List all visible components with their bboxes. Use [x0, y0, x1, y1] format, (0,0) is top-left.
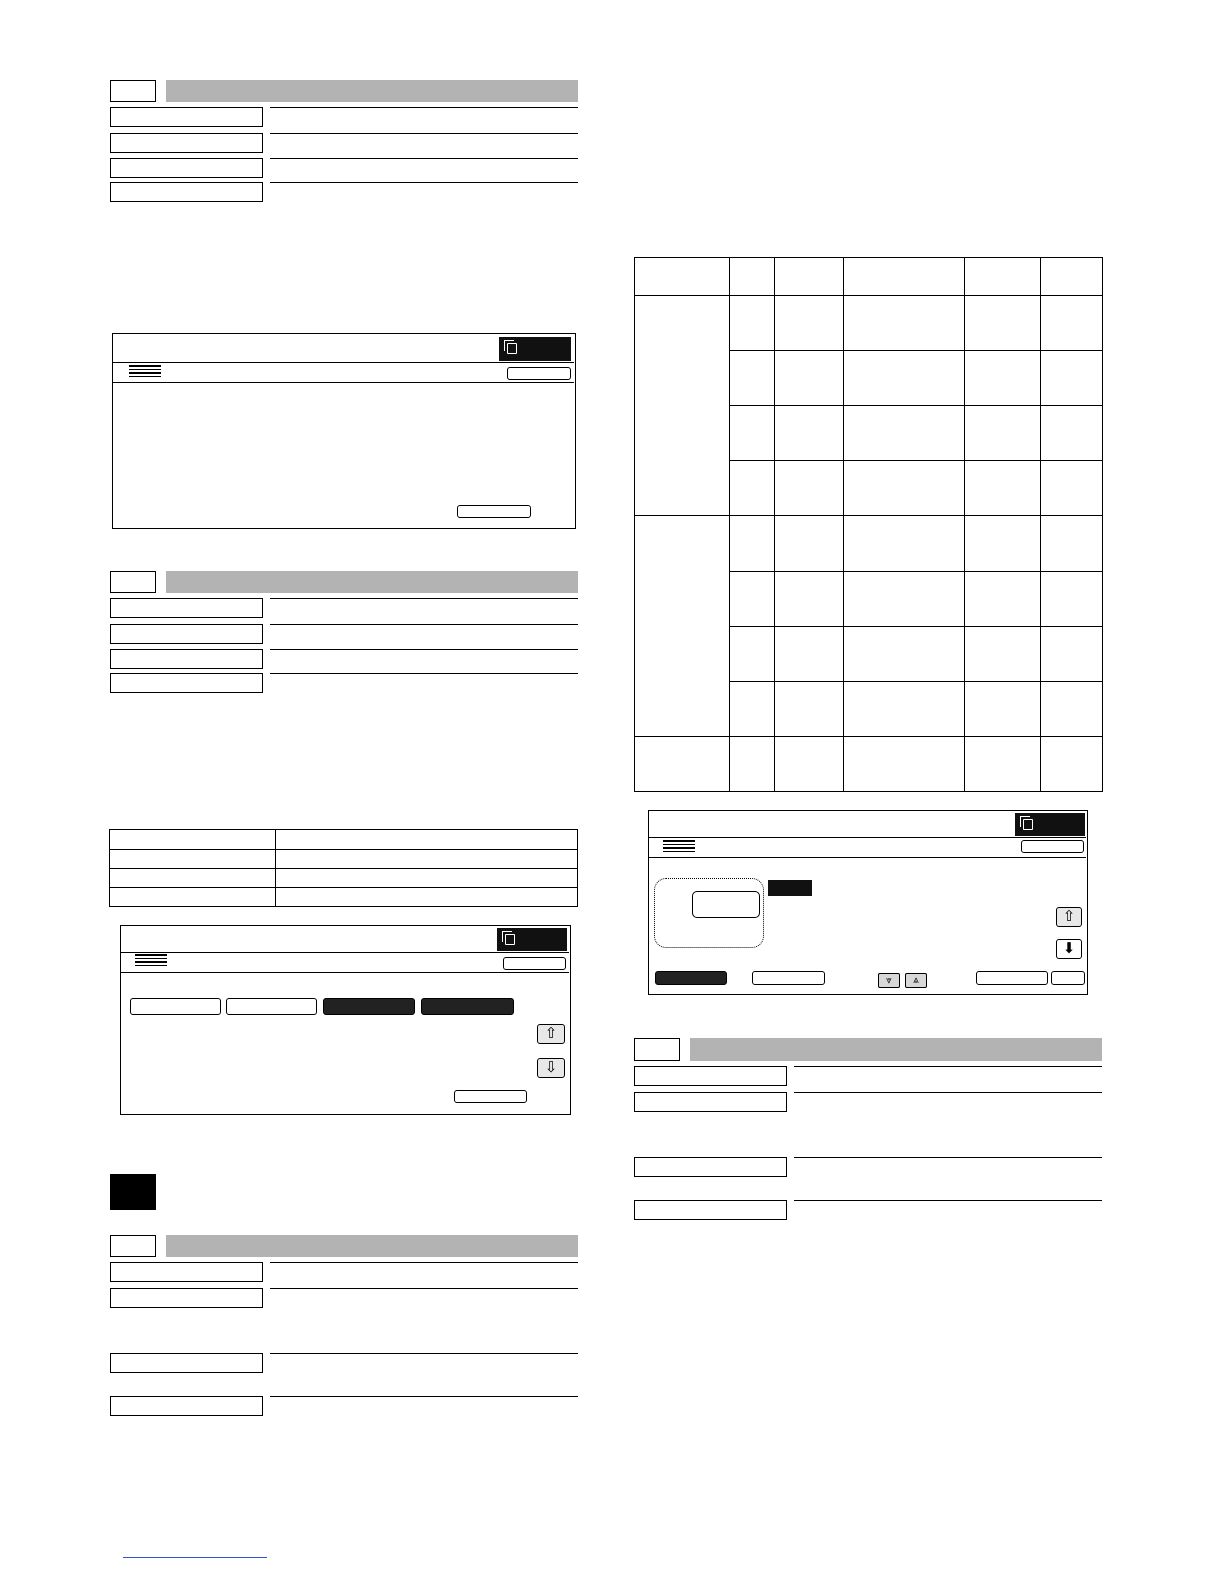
table-cell: [1041, 516, 1103, 572]
table-cell: [775, 296, 844, 351]
table-cell: [1041, 351, 1103, 406]
copy-mode-badge: [1015, 813, 1085, 836]
table-cell: [276, 869, 578, 888]
action-button[interactable]: [454, 1090, 527, 1103]
table-cell: [730, 296, 775, 351]
table-cell: [844, 296, 965, 351]
item-label-box: [110, 107, 263, 127]
table-cell: [730, 737, 775, 792]
table-cell: [730, 572, 775, 627]
table-cell: [1041, 296, 1103, 351]
item-label-box: [110, 598, 263, 618]
item-label-box: [634, 1066, 787, 1086]
table-cell: [110, 869, 276, 888]
table-header-cell: [965, 258, 1041, 296]
section-title-bar: [690, 1038, 1102, 1061]
table-cell: [775, 461, 844, 516]
header-divider: [121, 952, 569, 953]
table-cell: [110, 830, 276, 850]
table-cell: [1041, 406, 1103, 461]
table-cell: [965, 351, 1041, 406]
item-label-box: [110, 1262, 263, 1282]
header-divider: [649, 837, 1086, 838]
option-button-1[interactable]: [130, 998, 221, 1015]
section-number-box: [634, 1038, 680, 1061]
table-cell: [844, 516, 965, 572]
divider-rule: [270, 107, 578, 108]
bottom-button-4[interactable]: [1051, 971, 1085, 985]
screen-panel-3: [648, 810, 1088, 995]
table-cell: [276, 888, 578, 907]
up-arrow-icon[interactable]: ⇧: [537, 1024, 565, 1044]
table-cell: [276, 830, 578, 850]
divider-rule: [794, 1066, 1102, 1067]
item-label-box: [110, 158, 263, 178]
section-title-bar: [166, 571, 578, 593]
divider-rule: [270, 158, 578, 159]
table-cell: [965, 682, 1041, 737]
option-button-4-selected[interactable]: [421, 998, 514, 1015]
table-cell: [1041, 572, 1103, 627]
menu-lines-icon: [135, 954, 167, 968]
table-cell: [844, 627, 965, 682]
table-cell: [844, 351, 965, 406]
divider-rule: [270, 598, 578, 599]
copy-icon-front: [505, 934, 515, 945]
item-label-box: [110, 1396, 263, 1416]
table-header-cell: [775, 258, 844, 296]
table-cell: [965, 572, 1041, 627]
small-table: [109, 829, 578, 907]
table-cell: [1041, 682, 1103, 737]
table-cell: [1041, 627, 1103, 682]
up-arrow-icon[interactable]: ⇧: [1056, 907, 1082, 927]
table-group-cell: [635, 516, 730, 737]
menu-lines-icon: [663, 840, 695, 854]
table-cell: [775, 572, 844, 627]
table-cell: [110, 850, 276, 869]
down-arrow-icon[interactable]: ⇩: [537, 1058, 565, 1078]
item-label-box: [110, 649, 263, 669]
section-number-box: [110, 571, 156, 593]
table-cell: [775, 627, 844, 682]
bottom-button-2[interactable]: [752, 971, 825, 985]
header-divider: [649, 857, 1086, 858]
divider-rule: [270, 1396, 578, 1397]
item-label-box: [110, 673, 263, 693]
table-cell: [730, 406, 775, 461]
screen-panel-1: [112, 333, 576, 529]
table-cell: [730, 461, 775, 516]
chapter-marker: [110, 1174, 156, 1210]
divider-rule: [794, 1200, 1102, 1201]
header-divider: [121, 972, 569, 973]
divider-rule: [794, 1092, 1102, 1093]
divider-rule: [270, 649, 578, 650]
option-button-3-selected[interactable]: [323, 998, 415, 1015]
table-cell: [965, 461, 1041, 516]
table-group-cell: [635, 296, 730, 516]
table-cell: [1041, 737, 1103, 792]
table-cell: [844, 572, 965, 627]
table-cell: [965, 627, 1041, 682]
option-button-2[interactable]: [226, 998, 317, 1015]
divider-rule: [270, 182, 578, 183]
screen-panel-2: [120, 925, 571, 1115]
item-label-box: [110, 1353, 263, 1373]
bottom-button-1-selected[interactable]: [655, 971, 727, 985]
item-label-box: [110, 1288, 263, 1308]
divider-rule: [270, 624, 578, 625]
section-title-bar: [166, 1235, 578, 1257]
section-number-box: [110, 1235, 156, 1257]
table-cell: [775, 406, 844, 461]
table-cell: [844, 737, 965, 792]
item-label-box: [634, 1157, 787, 1177]
table-cell: [730, 627, 775, 682]
table-cell: [844, 406, 965, 461]
table-cell: [965, 296, 1041, 351]
copy-icon-front: [1023, 819, 1033, 830]
table-cell: [775, 682, 844, 737]
table-group-cell: [635, 737, 730, 792]
divider-rule: [270, 1288, 578, 1289]
table-header-cell: [730, 258, 775, 296]
copy-mode-badge: [497, 928, 567, 951]
table-cell: [775, 351, 844, 406]
section-title-bar: [166, 80, 578, 102]
item-label-box: [634, 1092, 787, 1112]
tab-button[interactable]: [1021, 840, 1084, 853]
header-divider: [113, 362, 574, 363]
section-number-box: [110, 80, 156, 102]
footer-link-underline[interactable]: [123, 1557, 267, 1558]
item-label-box: [110, 182, 263, 202]
table-cell: [1041, 461, 1103, 516]
table-cell: [844, 461, 965, 516]
action-button[interactable]: [457, 505, 531, 518]
copy-mode-badge: [499, 337, 571, 361]
item-label-box: [110, 624, 263, 644]
table-cell: [775, 737, 844, 792]
bottom-button-3[interactable]: [976, 971, 1048, 985]
table-cell: [730, 682, 775, 737]
table-cell: [965, 406, 1041, 461]
tab-button[interactable]: [507, 367, 571, 380]
table-cell: [775, 516, 844, 572]
item-label-box: [634, 1200, 787, 1220]
divider-rule: [270, 1353, 578, 1354]
table-header-cell: [844, 258, 965, 296]
value-tag: [768, 880, 812, 896]
double-up-icon[interactable]: ⩓: [905, 973, 927, 988]
table-header-cell: [635, 258, 730, 296]
table-cell: [965, 737, 1041, 792]
table-cell: [730, 516, 775, 572]
divider-rule: [270, 1262, 578, 1263]
divider-rule: [794, 1157, 1102, 1158]
table-cell: [276, 850, 578, 869]
table-cell: [844, 682, 965, 737]
copy-icon-front: [507, 343, 517, 354]
table-cell: [965, 516, 1041, 572]
tab-button[interactable]: [503, 957, 566, 970]
header-divider: [113, 382, 574, 383]
table-cell: [730, 351, 775, 406]
menu-lines-icon: [129, 365, 161, 379]
double-down-icon[interactable]: ⩔: [878, 973, 900, 988]
spec-table: [634, 257, 1103, 792]
value-field[interactable]: [692, 891, 760, 918]
divider-rule: [270, 673, 578, 674]
table-header-cell: [1041, 258, 1103, 296]
divider-rule: [270, 133, 578, 134]
table-cell: [110, 888, 276, 907]
down-arrow-icon[interactable]: ⬇: [1056, 939, 1082, 959]
item-label-box: [110, 133, 263, 153]
